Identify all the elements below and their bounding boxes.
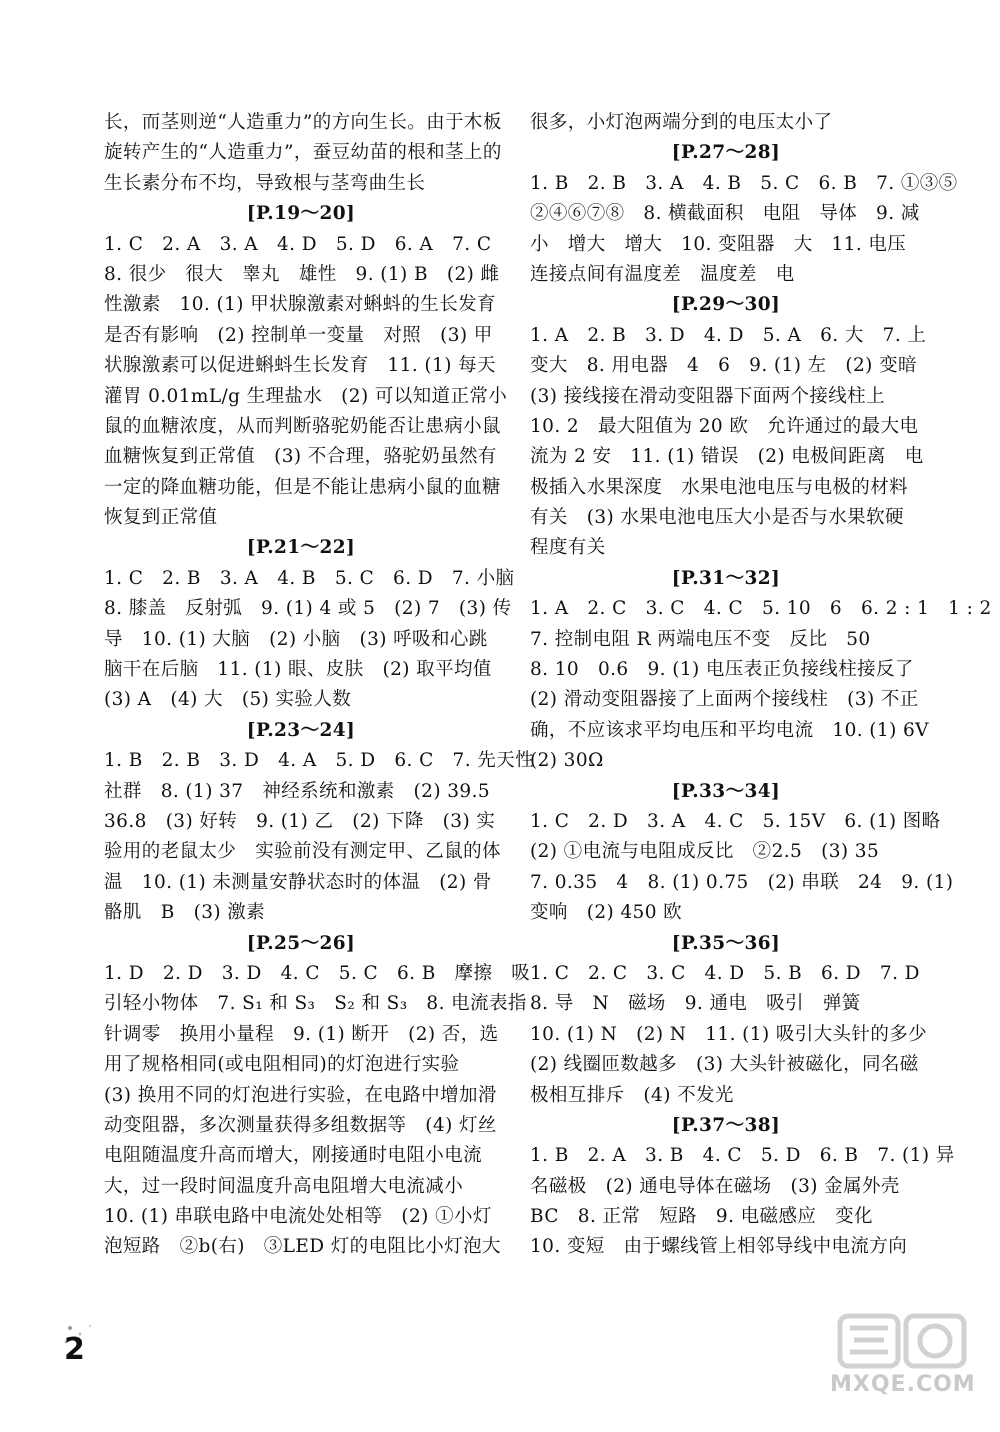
section-header: [P.19～20]	[246, 203, 356, 225]
answer-line: 1. C 2. C 3. C 4. D 5. B 6. D 7. D	[530, 962, 920, 984]
answer-line: 8. 10 0.6 9. (1) 电压表正负接线柱接反了	[530, 659, 914, 681]
answer-line: 生长素分布不均，导致根与茎弯曲生长	[104, 172, 426, 194]
answer-line: BC 8. 正常 短路 9. 电磁感应 变化	[530, 1206, 873, 1228]
answer-line: 连接点间有温度差 温度差 电	[530, 263, 795, 285]
answer-line: 10. (1) 串联电路中电流处处相等 (2) ①小灯	[104, 1206, 492, 1228]
answer-line: ②④⑥⑦⑧ 8. 横截面积 电阻 导体 9. 减	[530, 203, 920, 225]
answer-line: 10. (1) N (2) N 11. (1) 吸引大头针的多少	[530, 1023, 928, 1045]
answer-line: 8. 膝盖 反射弧 9. (1) 4 或 5 (2) 7 (3) 传	[104, 598, 512, 620]
answer-line: 血糖恢复到正常值 (3) 不合理，骆驼奶虽然有	[104, 446, 497, 468]
answer-line: 1. B 2. A 3. B 4. C 5. D 6. B 7. (1) 异	[530, 1145, 955, 1167]
section-header: [P.27～28]	[671, 142, 781, 164]
answer-line: 小 增大 增大 10. 变阻器 大 11. 电压	[530, 233, 907, 255]
answer-line: 长，而茎则逆“人造重力”的方向生长。由于木板	[104, 112, 502, 133]
answer-line: 1. A 2. B 3. D 4. D 5. A 6. 大 7. 上	[530, 324, 927, 346]
answer-line: 验用的老鼠太少 实验前没有测定甲、乙鼠的体	[104, 841, 501, 863]
answer-line: 1. A 2. C 3. C 4. C 5. 10 6 6. 2 : 1 1 : 2	[530, 598, 992, 620]
section-header: [P.21～22]	[246, 537, 356, 559]
answer-line: 恢复到正常值	[104, 507, 218, 529]
answer-line: 确，不应该求平均电压和平均电流 10. (1) 6V	[530, 719, 929, 741]
answer-line: 名磁极 (2) 通电导体在磁场 (3) 金属外壳	[530, 1175, 900, 1197]
answer-line: (3) 接线接在滑动变阻器下面两个接线柱上	[530, 385, 885, 407]
answer-line: 很多，小灯泡两端分到的电压太小了	[530, 112, 833, 133]
answer-line: (2) ①电流与电阻成反比 ②2.5 (3) 35	[530, 841, 880, 863]
answer-line: 用了规格相同(或电阻相同)的灯泡进行实验	[104, 1054, 460, 1076]
answer-line: 8. 很少 很大 睾丸 雄性 9. (1) B (2) 雌	[104, 263, 500, 285]
section-header: [P.33～34]	[671, 780, 781, 802]
answer-line: 变大 8. 用电器 4 6 9. (1) 左 (2) 变暗	[530, 355, 917, 377]
answer-line: 有关 (3) 水果电池电压大小是否与水果软硬	[530, 507, 904, 529]
answer-line: 10. 变短 由于螺线管上相邻导线中电流方向	[530, 1236, 908, 1258]
answer-line: 性激素 10. (1) 甲状腺激素对蝌蚪的生长发育	[104, 294, 496, 316]
answer-line: 10. 2 最大阻值为 20 欧 允许通过的最大电	[530, 415, 919, 437]
watermark-logo-icon	[770, 1310, 980, 1374]
answer-line: 灌胃 0.01mL/g 生理盐水 (2) 可以知道正常小	[104, 385, 508, 407]
answer-line: 极插入水果深度 水果电池电压与电极的材料	[530, 476, 909, 498]
answer-line: 变响 (2) 450 欧	[530, 902, 683, 924]
answer-line: 针调零 换用小量程 9. (1) 断开 (2) 否，选	[104, 1023, 499, 1045]
answer-line: 导 10. (1) 大脑 (2) 小脑 (3) 呼吸和心跳	[104, 628, 488, 650]
answer-line: 温 10. (1) 未测量安静状态时的体温 (2) 骨	[104, 871, 492, 893]
answer-line: 泡短路 ②b(右) ③LED 灯的电阻比小灯泡大	[104, 1236, 501, 1258]
answer-line: 骼肌 B (3) 激素	[104, 902, 266, 924]
answer-line: 流为 2 安 11. (1) 错误 (2) 电极间距离 电	[530, 446, 924, 468]
answer-line: 1. C 2. D 3. A 4. C 5. 15V 6. (1) 图略	[530, 810, 941, 832]
watermark	[770, 1310, 980, 1410]
page-number: 2	[64, 1332, 85, 1367]
answer-line: 1. C 2. B 3. A 4. B 5. C 6. D 7. 小脑	[104, 567, 515, 589]
section-header: [P.25～26]	[246, 932, 356, 954]
answer-line: 引轻小物体 7. S₁ 和 S₃ S₂ 和 S₃ 8. 电流表指	[104, 993, 527, 1015]
answer-line: 一定的降血糖功能，但是不能让患病小鼠的血糖	[104, 476, 501, 498]
answer-line: (2) 30Ω	[530, 750, 604, 772]
answer-line: 1. C 2. A 3. A 4. D 5. D 6. A 7. C	[104, 233, 492, 255]
answer-line: 电阻随温度升高而增大，刚接通时电阻小电流	[104, 1145, 483, 1167]
answer-line: 36.8 (3) 好转 9. (1) 乙 (2) 下降 (3) 实	[104, 810, 496, 832]
right-column	[530, 108, 992, 1263]
answer-line: 极相互排斥 (4) 不发光	[530, 1084, 734, 1106]
answer-line: 1. D 2. D 3. D 4. C 5. C 6. B 摩擦 吸	[104, 962, 531, 984]
left-column	[104, 108, 534, 1263]
answer-line: 是否有影响 (2) 控制单一变量 对照 (3) 甲	[104, 324, 493, 346]
answer-line: 脑干在后脑 11. (1) 眼、皮肤 (2) 取平均值	[104, 659, 492, 681]
answer-line: 程度有关	[530, 537, 606, 559]
answer-line: 8. 导 N 磁场 9. 通电 吸引 弹簧	[530, 993, 861, 1015]
answer-line: 社群 8. (1) 37 神经系统和激素 (2) 39.5	[104, 780, 491, 802]
answer-line: (3) 换用不同的灯泡进行实验，在电路中增加滑	[104, 1084, 497, 1106]
answer-line: (2) 滑动变阻器接了上面两个接线柱 (3) 不正	[530, 689, 919, 711]
answer-line: 鼠的血糖浓度，从而判断骆驼奶能否让患病小鼠	[104, 415, 501, 437]
answer-line: (3) A (4) 大 (5) 实验人数	[104, 689, 352, 711]
answer-line: (2) 线圈匝数越多 (3) 大头针被磁化，同名磁	[530, 1054, 919, 1076]
watermark-url: MXQE.COM	[830, 1372, 976, 1397]
answer-line: 动变阻器，多次测量获得多组数据等 (4) 灯丝	[104, 1114, 497, 1136]
answer-line: 1. B 2. B 3. D 4. A 5. D 6. C 7. 先天性	[104, 750, 534, 772]
section-header: [P.31～32]	[671, 567, 781, 589]
answer-line: 大，过一段时间温度升高电阻增大电流减小	[104, 1175, 464, 1197]
section-header: [P.35～36]	[671, 932, 781, 954]
answer-line: 7. 控制电阻 R 两端电压不变 反比 50	[530, 628, 871, 650]
answer-line: 旋转产生的“人造重力”，蚕豆幼苗的根和茎上的	[104, 142, 502, 164]
answer-line: 状腺激素可以促进蝌蚪生长发育 11. (1) 每天	[104, 355, 496, 377]
answer-line: 1. B 2. B 3. A 4. B 5. C 6. B 7. ①③⑤	[530, 172, 958, 194]
section-header: [P.29～30]	[671, 294, 781, 316]
section-header: [P.37～38]	[671, 1114, 781, 1136]
section-header: [P.23～24]	[246, 719, 356, 741]
answer-line: 7. 0.35 4 8. (1) 0.75 (2) 串联 24 9. (1)	[530, 871, 954, 893]
